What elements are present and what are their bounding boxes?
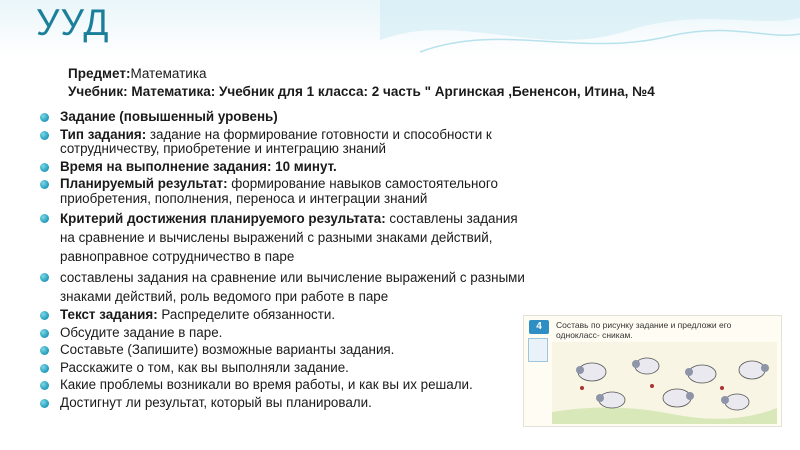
task-caption: Составь по рисунку задание и предложи его однокласс- сникам. <box>556 320 732 340</box>
bullet-icon <box>40 381 49 390</box>
item-text: Составьте (Запишите) возможные варианты задания. <box>60 342 395 357</box>
textbook-line: Учебник: Математика: Учебник для 1 класса: 2 часть " Аргинская ,Бененсон, Итина, №4 <box>68 84 655 99</box>
bullet-icon <box>40 311 49 320</box>
list-item <box>40 326 530 341</box>
item-text: Достигнут ли результат, который вы планировали. <box>60 394 372 410</box>
bullet-icon <box>40 131 49 140</box>
book-side-tab-icon <box>528 338 548 362</box>
bullet-icon <box>40 180 49 189</box>
task-list <box>40 110 530 413</box>
list-item <box>40 160 530 175</box>
list-item <box>40 128 530 157</box>
sheep-scene-illustration <box>552 342 777 424</box>
item-text: составлены задания на сравнение и вычислены выражений с разными знаками действий, равноправное сотрудничество в паре <box>60 211 518 264</box>
item-bold: Задание (повышенный уровень) <box>60 109 278 124</box>
bullet-icon <box>40 399 49 408</box>
list-item <box>40 308 530 323</box>
list-item <box>40 209 530 266</box>
bullet-icon <box>40 163 49 172</box>
subject-line <box>68 66 207 82</box>
slide-title: УУД <box>36 2 110 43</box>
subject-value: Математика <box>130 66 207 81</box>
list-item <box>40 361 530 376</box>
task-number: 4 <box>529 320 549 334</box>
textbook-illustration <box>523 315 782 427</box>
item-text: формирование навыков самостоятельного приобретения, пополнения, переноса и интеграции знаний <box>60 176 498 206</box>
item-bold: Тип задания: <box>60 126 147 142</box>
item-bold: Текст задания: <box>60 307 158 322</box>
item-text: составлены задания на сравнение или вычисление выражений с разными знаками действий, роль ведомого при работе в паре <box>60 270 525 304</box>
decorative-wave <box>380 0 800 60</box>
list-item <box>40 378 530 393</box>
list-item <box>40 177 530 206</box>
bullet-icon <box>40 329 49 338</box>
item-text: Какие проблемы возникали во время работы, и как вы их решали. <box>60 377 473 392</box>
item-text: Обсудите задание в паре. <box>60 324 223 340</box>
list-item <box>40 268 530 306</box>
list-item <box>40 343 530 358</box>
bullet-icon <box>40 364 49 373</box>
item-bold: Планируемый результат: <box>60 176 228 191</box>
subject-label: Предмет: <box>68 66 131 81</box>
bullet-icon <box>40 346 49 355</box>
item-bold: Время на выполнение задания: 10 минут. <box>60 158 337 174</box>
bullet-icon <box>40 273 49 282</box>
list-item <box>40 110 530 125</box>
item-text: Расскажите о том, как вы выполняли задание. <box>60 359 349 375</box>
item-text: задание на формирование готовности и способности к сотрудничеству, приобретение и интеграцию знаний <box>60 126 492 156</box>
item-text: Распределите обязанности. <box>157 307 336 322</box>
list-item <box>40 396 530 411</box>
bullet-icon <box>40 214 49 223</box>
item-bold: Критерий достижения планируемого результата: <box>60 211 386 226</box>
bullet-icon <box>40 113 49 122</box>
